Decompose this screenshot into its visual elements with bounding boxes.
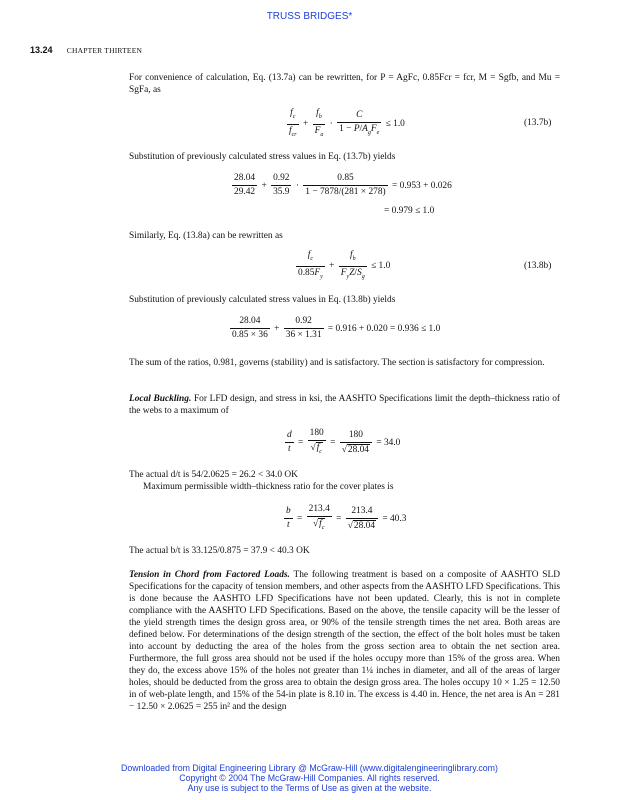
paragraph-7a: The actual d/t is 54/2.0625 = 26.2 < 34.0 OK [129,470,298,480]
paragraph-8: The actual b/t is 33.125/0.875 = 37.9 < 40.3 OK [129,546,310,556]
paragraph-5: The sum of the ratios, 0.981, governs (stability) and is satisfactory. The section is satisfactory for compression. [129,358,545,368]
footer-terms-link[interactable]: Any use is subject to the Terms of Use as given at the website. [187,783,432,793]
equation-13-8b: $\frac{f_c}{0.85F_y}$ + $\frac{f_b}{F_yZ/S_g}$ ≤ 1.0 [298,250,391,280]
heading-tension: Tension in Chord from Factored Loads. [129,570,290,580]
chapter-label: CHAPTER THIRTEEN [66,46,143,55]
paragraph-2: Substitution of previously calculated stress values in Eq. (13.7b) yields [129,152,396,162]
equation-substitution-1: $\frac{28.04}{29.42}$ + $\frac{0.92}{35.9}$ · $\frac{0.85}{1 - 7878/(281 \times 278)}$ = 0.953 + 0.026 [234,173,452,197]
footer [0,763,619,793]
depth-thickness-result: = 34.0 [376,437,401,448]
paragraph-local-buckling [129,393,560,417]
equation-number-13-7b: (13.7b) [524,118,552,128]
footer-copyright: Copyright © 2004 The McGraw-Hill Companies. All rights reserved. [179,773,440,783]
paragraph-7b-text: Maximum permissible width–thickness ratio for the cover plates is [143,482,394,492]
substitution-2-result: = 0.916 + 0.020 = 0.936 ≤ 1.0 [327,323,441,334]
heading-local-buckling: Local Buckling. [129,394,192,404]
equation-number-13-8b: (13.8b) [524,261,552,271]
local-buckling-text: For LFD design, and stress in ksi, the AASHTO Specifications limit the depth–thickness ratio of the webs to a maximum of [129,394,561,416]
width-thickness-result: = 40.3 [382,513,407,524]
substitution-1-result: = 0.953 + 0.026 [392,180,452,191]
page-number: 13.24 [30,45,53,55]
equation-13-7b: $\frac{f_c}{f_{cr}}$ + $\frac{f_b}{F_a}$ · $\frac{C}{1 - P/A_gF_e}$ ≤ 1.0 [289,108,405,138]
paragraph-3: Similarly, Eq. (13.8a) can be rewritten as [129,231,283,241]
paragraph-tension [129,569,560,713]
equation-width-thickness: $\frac{b}{t}$ = $\frac{213.4}{√f_c}$ = $\frac{213.4}{√28.04}$ = 40.3 [284,504,408,534]
substitution-1-result-2: = 0.979 ≤ 1.0 [384,206,435,216]
paragraph-4: Substitution of previously calculated stress values in Eq. (13.8b) yields [129,295,396,305]
equation-depth-thickness: $\frac{d}{t}$ = $\frac{180}{√f_c}$ = $\frac{180}{√28.04}$ = 34.0 [285,428,402,458]
equation-substitution-2: $\frac{28.04}{0.85 \times 36}$ + $\frac{0.92}{36 \times 1.31}$ = 0.916 + 0.020 = 0.936 ≤ 1.0 [232,316,441,340]
tension-text: The following treatment is based on a composite of AASHTO SLD Specifications for the capacity of tension members, and other aspects from the AASHTO LFD Specifications. This is done because the AASHTO LFD Specifications have not been updated. Clearly, this is not in complete compliance with the AASHTO LFD Specifications. Based on the above, the tensile capacity will be the lesser of the yield strength times the design gross area, or 90% of the tensile strength times the net area. Both areas are defined below. For determinations of the design strength of the section, the effect of the bolt holes must be taken into account by deducting the area of the holes from the gross section area to obtain the net section area. Furthermore, the full gross area should not be used if the holes occupy more than 15% of the gross area. When they do, the excess above 15% of the holes not greater than 1¼ inches in diameter, and all of the areas of larger holes, should be deducted from the gross area to obtain the design gross area. The holes occupy 10 × 1.25 = 12.50 in of web-plate length, and 15% of the 54-in plate is 8.10 in. The excess is 4.40 in. Hence, the net area is An = 281 − 12.50 × 2.0625 = 255 in² and the design [129,570,560,712]
paragraph-7b [129,481,560,493]
footer-download-link[interactable]: Downloaded from Digital Engineering Library @ McGraw-Hill (www.digitalengineeringlibrary.com) [121,763,498,773]
running-head [30,45,142,55]
paragraph-1: For convenience of calculation, Eq. (13.7a) can be rewritten, for P = AgFc, 0.85Fcr = fcr, M = Sgfb, and Mu = SgFa, as [129,73,560,95]
book-title: TRUSS BRIDGES* [266,11,353,22]
